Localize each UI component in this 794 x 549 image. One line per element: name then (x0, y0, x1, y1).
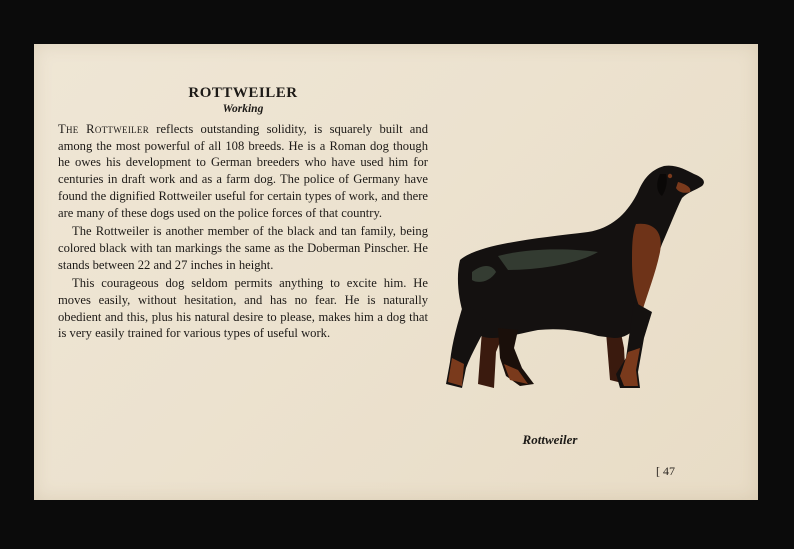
page-number: [ 47 (656, 464, 675, 478)
paragraph-2: The Rottweiler is another member of the black and tan family, being colored black with tan markings the same as the Doberman Pinscher. He stands between 22 and 27 inches in height. (58, 224, 428, 272)
breed-group: Working (222, 103, 264, 115)
paragraph-1-text: reflects outstanding solidity, is squarely built and among the most powerful of all 108 breeds. He is a Roman dog though he owes his development to German breeders who have used him for centuries in draft work and as a farm dog. The police of Germany have found the dignified Rottweiler useful for certain types of work, and there are many of these dogs used on the police forces of that country. (58, 122, 428, 220)
paragraph-1 (58, 121, 428, 221)
paragraph-1-lead: The Rottweiler (58, 122, 150, 136)
rottweiler-illustration (438, 152, 706, 392)
paragraph-3: This courageous dog seldom permits anything to excite him. He moves easily, without hesitation, and has no fear. He is naturally obedient and this, plus his natural desire to please, makes him a dog that is very easily trained for various types of useful work. (58, 276, 428, 341)
breed-title: ROTTWEILER (188, 85, 298, 101)
text-column (58, 84, 428, 344)
book-page (34, 44, 758, 500)
illustration-caption: Rottweiler (522, 432, 578, 447)
